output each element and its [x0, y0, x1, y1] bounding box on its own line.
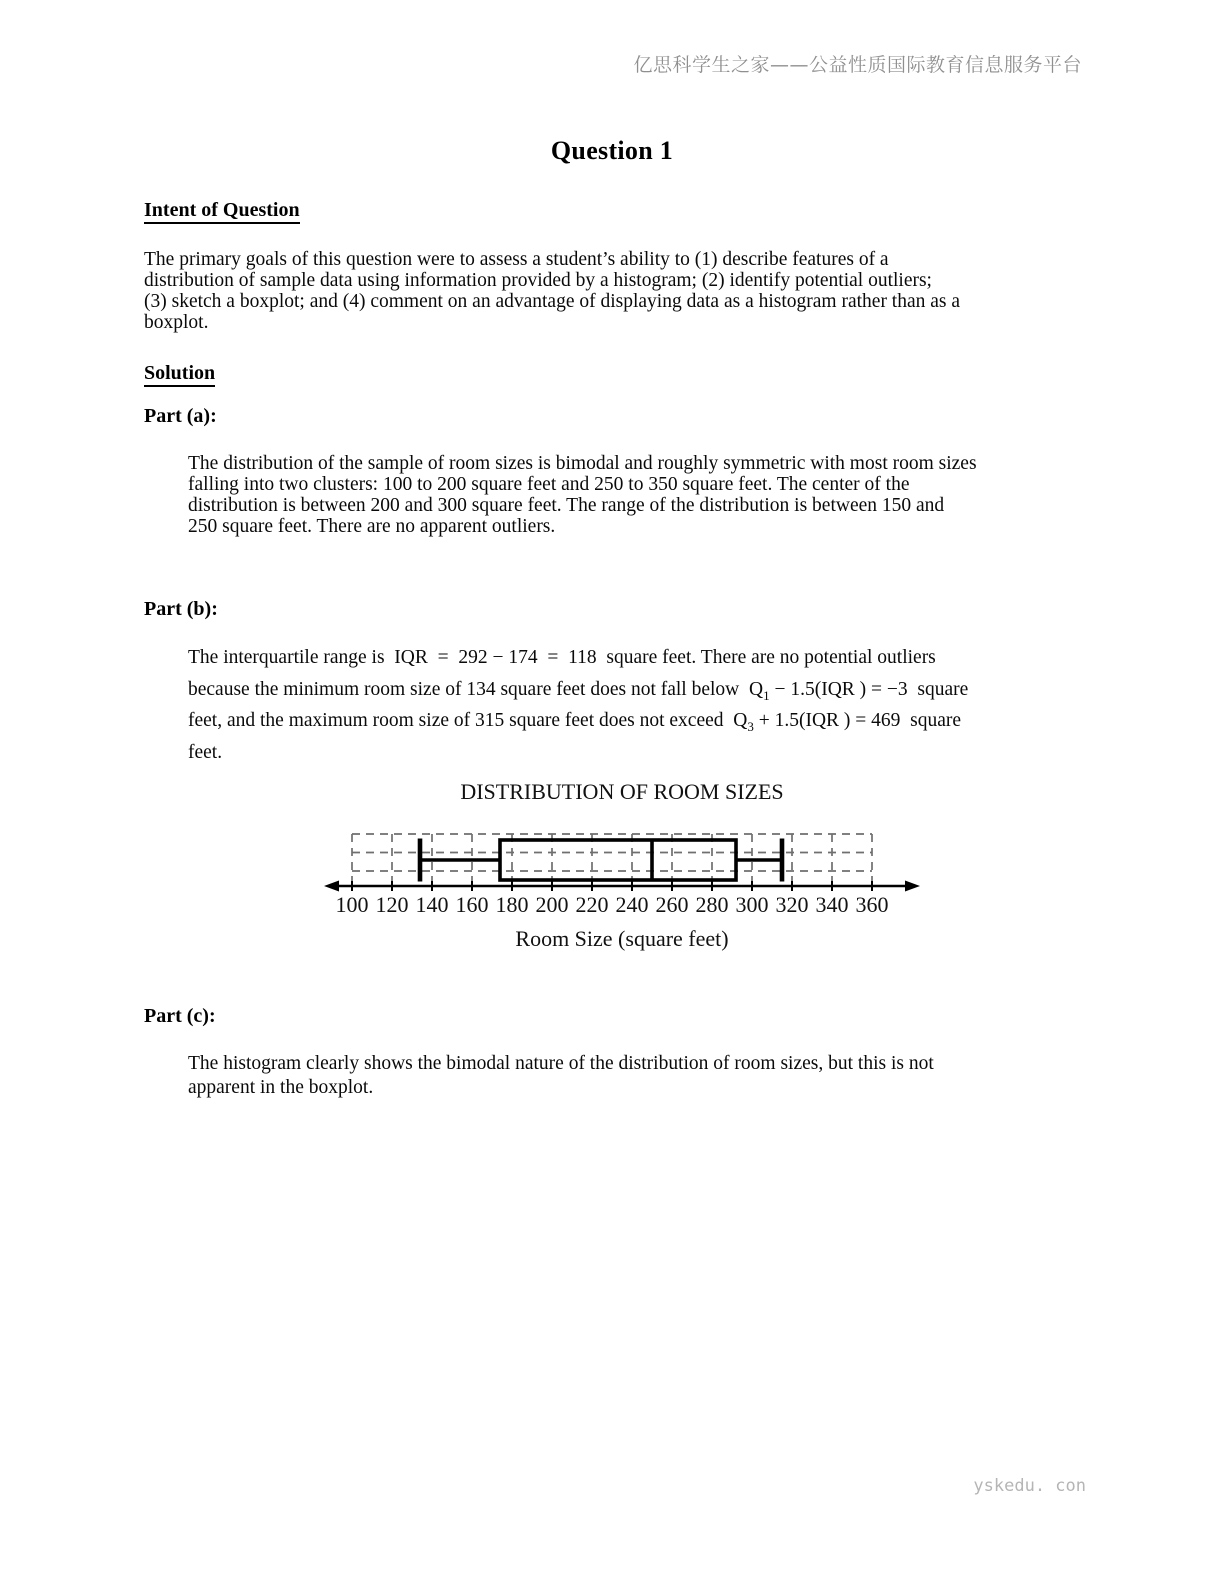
- axis-tick-label: 200: [535, 892, 569, 917]
- part-c-label: Part (c):: [144, 1005, 216, 1027]
- section-heading-intent: [144, 199, 300, 224]
- text-line: 250 square feet. There are no apparent outliers.: [188, 516, 556, 537]
- axis-tick-label: 120: [375, 892, 409, 917]
- part-a-label: Part (a):: [144, 405, 217, 427]
- text-line: The histogram clearly shows the bimodal nature of the distribution of room sizes, but this is not: [188, 1053, 934, 1074]
- boxplot-title: DISTRIBUTION OF ROOM SIZES: [460, 779, 784, 804]
- axis-tick-label: 100: [335, 892, 369, 917]
- boxplot-box: [500, 840, 736, 880]
- axis-tick-label: 260: [655, 892, 689, 917]
- axis-tick-label: 280: [695, 892, 729, 917]
- text-line: The interquartile range is IQR = 292 − 174 = 118 square feet. There are no potential outliers: [188, 647, 936, 668]
- boxplot-figure: [322, 830, 922, 920]
- section-heading-solution: [144, 362, 215, 387]
- part-a-paragraph: [188, 453, 977, 537]
- intent-paragraph: [144, 249, 960, 333]
- text-line: feet.: [188, 741, 223, 763]
- part-b-label: Part (b):: [144, 598, 218, 620]
- axis-tick-label: 240: [615, 892, 649, 917]
- axis-tick-label: 140: [415, 892, 449, 917]
- axis-tick-label: 160: [455, 892, 489, 917]
- axis-tick-label: 340: [815, 892, 849, 917]
- axis-tick-label: 360: [855, 892, 889, 917]
- text-line: (3) sketch a boxplot; and (4) comment on an advantage of displaying data as a histogram rather than as a: [144, 291, 961, 312]
- text-line: boxplot.: [144, 312, 209, 333]
- axis-arrow-right: [905, 881, 920, 892]
- text-line: distribution is between 200 and 300 square feet. The range of the distribution is between 150 and: [188, 495, 945, 516]
- axis-arrow-left: [324, 881, 339, 892]
- text-line: falling into two clusters: 100 to 200 square feet and 250 to 350 square feet. The center of the: [188, 474, 910, 495]
- text-line: apparent in the boxplot.: [188, 1077, 374, 1098]
- footer-watermark: yskedu. con: [973, 1476, 1086, 1496]
- section-heading-solution-text: Solution: [144, 362, 215, 387]
- axis-tick-label: 180: [495, 892, 529, 917]
- part-b-paragraph: [188, 642, 968, 768]
- text-line: distribution of sample data using information provided by a histogram; (2) identify potential outliers;: [144, 270, 932, 291]
- boxplot-svg: [322, 830, 922, 920]
- boxplot-x-axis-label: Room Size (square feet): [515, 926, 729, 951]
- axis-tick-label: 300: [735, 892, 769, 917]
- axis-tick-label: 220: [575, 892, 609, 917]
- text-line: The distribution of the sample of room sizes is bimodal and roughly symmetric with most room sizes: [188, 453, 977, 474]
- text-line: because the minimum room size of 134 square feet does not fall below $Q_1 - 1.5(IQR$ ) = −3 square: [188, 678, 969, 703]
- text-line: feet, and the maximum room size of 315 square feet does not exceed $Q_3 + 1.5(IQR$ ) = 469 square: [188, 710, 962, 734]
- text-line: The primary goals of this question were to assess a student’s ability to (1) describe features of a: [144, 249, 889, 270]
- axis-tick-label: 320: [775, 892, 809, 917]
- part-c-paragraph: [188, 1052, 934, 1100]
- section-heading-intent-text: Intent of Question: [144, 199, 300, 224]
- header-site-text: 亿思科学生之家——公益性质国际教育信息服务平台: [633, 54, 1082, 76]
- page-title: Question 1: [550, 136, 674, 165]
